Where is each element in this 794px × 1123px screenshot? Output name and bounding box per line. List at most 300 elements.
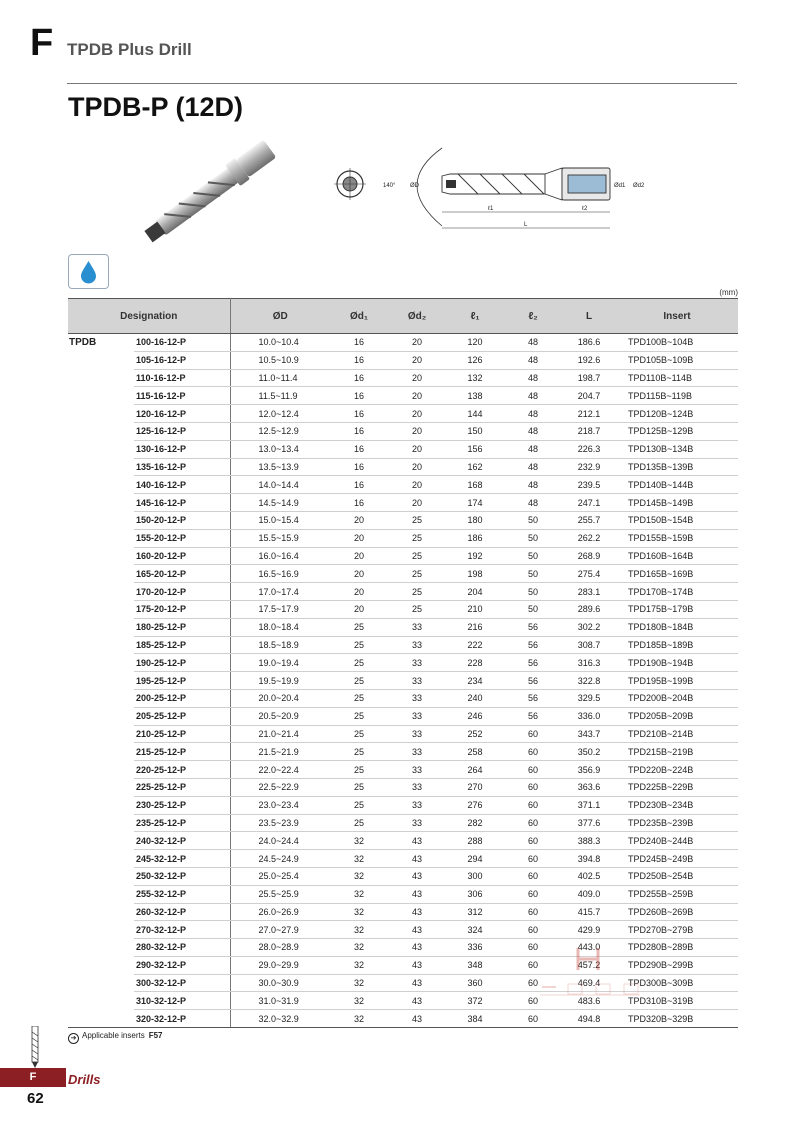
d2-cell: 43 (388, 974, 446, 992)
designation-cell: 320-32-12-P (134, 1010, 230, 1028)
d1-cell: 32 (330, 903, 388, 921)
diameter-cell: 10.5~10.9 (230, 351, 330, 369)
designation-cell: 155-20-12-P (134, 529, 230, 547)
d2-cell: 43 (388, 867, 446, 885)
table-row (68, 494, 738, 512)
d2-cell: 33 (388, 814, 446, 832)
insert-cell: TPD120B~124B (616, 405, 738, 423)
insert-cell: TPD135B~139B (616, 458, 738, 476)
insert-cell: TPD240B~244B (616, 832, 738, 850)
insert-cell: TPD150B~154B (616, 511, 738, 529)
d1-label: Ød1 (614, 183, 626, 189)
d1-cell: 32 (330, 867, 388, 885)
diameter-cell: 15.5~15.9 (230, 529, 330, 547)
l2-cell: 48 (504, 387, 562, 405)
length-cell: 247.1 (562, 494, 616, 512)
group-label (68, 387, 134, 405)
d2-cell: 25 (388, 565, 446, 583)
d2-cell: 33 (388, 707, 446, 725)
insert-cell: TPD230B~234B (616, 796, 738, 814)
group-label (68, 440, 134, 458)
table-row (68, 458, 738, 476)
d1-cell: 20 (330, 529, 388, 547)
d1-cell: 25 (330, 814, 388, 832)
insert-cell: TPD155B~159B (616, 529, 738, 547)
l1-cell: 288 (446, 832, 504, 850)
d2-cell: 33 (388, 618, 446, 636)
l1-cell: 234 (446, 672, 504, 690)
l1-cell: 210 (446, 600, 504, 618)
insert-cell: TPD185B~189B (616, 636, 738, 654)
section-letter: F (30, 22, 54, 64)
designation-cell: 110-16-12-P (134, 369, 230, 387)
l2-cell: 48 (504, 422, 562, 440)
designation-cell: 280-32-12-P (134, 939, 230, 957)
table-row (68, 405, 738, 423)
l1-cell: 126 (446, 351, 504, 369)
diameter-cell: 17.5~17.9 (230, 600, 330, 618)
diameter-cell: 19.0~19.4 (230, 654, 330, 672)
coolant-badge (68, 254, 109, 289)
designation-cell: 245-32-12-P (134, 850, 230, 868)
designation-cell: 135-16-12-P (134, 458, 230, 476)
d2-cell: 43 (388, 939, 446, 957)
table-row (68, 369, 738, 387)
d2-cell: 33 (388, 725, 446, 743)
designation-cell: 140-16-12-P (134, 476, 230, 494)
coolant-drop-icon (69, 255, 108, 288)
diameter-cell: 10.0~10.4 (230, 334, 330, 352)
group-label (68, 511, 134, 529)
col-length: L (562, 299, 616, 334)
length-cell: 302.2 (562, 618, 616, 636)
length-cell: 494.8 (562, 1010, 616, 1028)
end-view (334, 168, 366, 200)
length-cell: 329.5 (562, 689, 616, 707)
l2-cell: 50 (504, 565, 562, 583)
diameter-cell: 19.5~19.9 (230, 672, 330, 690)
d1-cell: 16 (330, 351, 388, 369)
footer-label: Drills (68, 1072, 101, 1087)
diameter-cell: 23.5~23.9 (230, 814, 330, 832)
l1-cell: 144 (446, 405, 504, 423)
col-d1: Ød₁ (330, 299, 388, 334)
l1-cell: 150 (446, 422, 504, 440)
l2-cell: 60 (504, 885, 562, 903)
point-angle-arc (417, 148, 442, 226)
group-label (68, 565, 134, 583)
diameter-cell: 13.0~13.4 (230, 440, 330, 458)
designation-cell: 115-16-12-P (134, 387, 230, 405)
d1-cell: 20 (330, 511, 388, 529)
l1-cell: 168 (446, 476, 504, 494)
insert-cell: TPD310B~319B (616, 992, 738, 1010)
l2-cell: 60 (504, 992, 562, 1010)
table-row (68, 422, 738, 440)
d1-cell: 20 (330, 547, 388, 565)
d2-cell: 33 (388, 636, 446, 654)
d2-cell: 25 (388, 583, 446, 601)
d1-cell: 32 (330, 885, 388, 903)
l2-cell: 60 (504, 903, 562, 921)
table-row (68, 672, 738, 690)
length-cell: 289.6 (562, 600, 616, 618)
group-label (68, 689, 134, 707)
insert-cell: TPD250B~254B (616, 867, 738, 885)
l1-cell: 246 (446, 707, 504, 725)
l2-cell: 60 (504, 814, 562, 832)
d1-cell: 25 (330, 761, 388, 779)
l2-cell: 48 (504, 440, 562, 458)
group-label (68, 832, 134, 850)
l2-cell: 60 (504, 921, 562, 939)
d2-cell: 43 (388, 832, 446, 850)
l1-cell: 270 (446, 778, 504, 796)
table-row (68, 707, 738, 725)
d2-cell: 20 (388, 387, 446, 405)
tab-divider (0, 1086, 66, 1087)
l2-cell: 60 (504, 1010, 562, 1028)
table-row (68, 796, 738, 814)
l2-cell: 50 (504, 600, 562, 618)
l2-cell: 60 (504, 956, 562, 974)
length-cell: 186.6 (562, 334, 616, 352)
d2-cell: 20 (388, 440, 446, 458)
designation-cell: 240-32-12-P (134, 832, 230, 850)
group-label (68, 547, 134, 565)
d1-cell: 32 (330, 832, 388, 850)
length-cell: 336.0 (562, 707, 616, 725)
diameter-cell: 22.5~22.9 (230, 778, 330, 796)
group-label (68, 885, 134, 903)
insert-cell: TPD200B~204B (616, 689, 738, 707)
group-label (68, 921, 134, 939)
watermark-logo (540, 940, 670, 1020)
col-diameter: ØD (230, 299, 330, 334)
diameter-cell: 26.0~26.9 (230, 903, 330, 921)
drill-dimension-diagram (330, 140, 660, 240)
l1-cell: 306 (446, 885, 504, 903)
table-row (68, 814, 738, 832)
group-label (68, 654, 134, 672)
table-row (68, 440, 738, 458)
table-header-row (68, 299, 738, 334)
d2-label: Ød2 (633, 183, 645, 189)
insert-cell: TPD140B~144B (616, 476, 738, 494)
diameter-cell: 14.5~14.9 (230, 494, 330, 512)
l2-cell: 48 (504, 369, 562, 387)
length-cell: 483.6 (562, 992, 616, 1010)
group-label (68, 778, 134, 796)
d1-cell: 16 (330, 369, 388, 387)
designation-cell: 290-32-12-P (134, 956, 230, 974)
length-cell: 429.9 (562, 921, 616, 939)
d1-cell: 32 (330, 992, 388, 1010)
insert-cell: TPD125B~129B (616, 422, 738, 440)
d2-cell: 25 (388, 529, 446, 547)
group-label (68, 1010, 134, 1028)
table-row (68, 921, 738, 939)
l2-cell: 56 (504, 707, 562, 725)
table-row (68, 565, 738, 583)
l1-cell: 372 (446, 992, 504, 1010)
l1-cell: 174 (446, 494, 504, 512)
designation-cell: 180-25-12-P (134, 618, 230, 636)
insert-cell: TPD290B~299B (616, 956, 738, 974)
l2-cell: 48 (504, 458, 562, 476)
table-row (68, 850, 738, 868)
table-row (68, 743, 738, 761)
insert-cell: TPD110B~114B (616, 369, 738, 387)
group-label (68, 600, 134, 618)
insert-cell: TPD220B~224B (616, 761, 738, 779)
l2-cell: 48 (504, 494, 562, 512)
insert-cell: TPD105B~109B (616, 351, 738, 369)
insert-cell: TPD195B~199B (616, 672, 738, 690)
l2-cell: 60 (504, 939, 562, 957)
group-label (68, 814, 134, 832)
d2-cell: 33 (388, 743, 446, 761)
d2-cell: 43 (388, 956, 446, 974)
l1-cell: 300 (446, 867, 504, 885)
d1-cell: 16 (330, 476, 388, 494)
group-label (68, 458, 134, 476)
footnote-ref[interactable]: F57 (148, 1031, 163, 1040)
table-row (68, 654, 738, 672)
diameter-cell: 20.5~20.9 (230, 707, 330, 725)
d1-cell: 16 (330, 440, 388, 458)
length-cell: 239.5 (562, 476, 616, 494)
length-cell: 283.1 (562, 583, 616, 601)
insert-cell: TPD165B~169B (616, 565, 738, 583)
d2-cell: 33 (388, 689, 446, 707)
d1-cell: 32 (330, 850, 388, 868)
d1-cell: 25 (330, 654, 388, 672)
d1-cell: 25 (330, 725, 388, 743)
col-designation: Designation (68, 299, 230, 334)
group-label (68, 476, 134, 494)
group-label (68, 529, 134, 547)
insert-tip (446, 180, 456, 188)
diameter-cell: 12.0~12.4 (230, 405, 330, 423)
arrow-circle-icon: ➔ (68, 1033, 79, 1044)
table-row (68, 387, 738, 405)
d2-cell: 33 (388, 654, 446, 672)
l1-cell: 348 (446, 956, 504, 974)
diameter-cell: 12.5~12.9 (230, 422, 330, 440)
d1-cell: 32 (330, 939, 388, 957)
group-label (68, 636, 134, 654)
table-row (68, 832, 738, 850)
insert-cell: TPD235B~239B (616, 814, 738, 832)
length-cell: 262.2 (562, 529, 616, 547)
length-cell: 371.1 (562, 796, 616, 814)
col-l2: ℓ₂ (504, 299, 562, 334)
group-label (68, 672, 134, 690)
d2-cell: 20 (388, 405, 446, 423)
l1-cell: 336 (446, 939, 504, 957)
table-row (68, 511, 738, 529)
length-cell: 363.6 (562, 778, 616, 796)
l2-cell: 48 (504, 476, 562, 494)
d1-cell: 16 (330, 334, 388, 352)
length-cell: 212.1 (562, 405, 616, 423)
diameter-cell: 30.0~30.9 (230, 974, 330, 992)
table-row (68, 903, 738, 921)
l1-cell: 162 (446, 458, 504, 476)
l2-cell: 48 (504, 334, 562, 352)
l2-cell: 60 (504, 832, 562, 850)
table-row (68, 547, 738, 565)
l2-cell: 48 (504, 351, 562, 369)
insert-cell: TPD115B~119B (616, 387, 738, 405)
angle-label: 140° (383, 183, 396, 189)
group-label (68, 583, 134, 601)
designation-cell: 250-32-12-P (134, 867, 230, 885)
insert-cell: TPD245B~249B (616, 850, 738, 868)
d2-cell: 20 (388, 476, 446, 494)
length-cell: 275.4 (562, 565, 616, 583)
designation-cell: 100-16-12-P (134, 334, 230, 352)
length-cell: 232.9 (562, 458, 616, 476)
insert-cell: TPD280B~289B (616, 939, 738, 957)
length-cell: 356.9 (562, 761, 616, 779)
designation-cell: 215-25-12-P (134, 743, 230, 761)
designation-cell: 255-32-12-P (134, 885, 230, 903)
l2-cell: 60 (504, 743, 562, 761)
diameter-cell: 21.0~21.4 (230, 725, 330, 743)
designation-cell: 130-16-12-P (134, 440, 230, 458)
d2-cell: 20 (388, 458, 446, 476)
l1-cell: 324 (446, 921, 504, 939)
length-cell: 409.0 (562, 885, 616, 903)
d-label: ØD (410, 183, 419, 189)
insert-cell: TPD170B~174B (616, 583, 738, 601)
l2-label: ℓ2 (582, 206, 588, 212)
d2-cell: 33 (388, 796, 446, 814)
length-cell: 268.9 (562, 547, 616, 565)
page-number: 62 (27, 1090, 44, 1107)
diameter-cell: 28.0~28.9 (230, 939, 330, 957)
l1-cell: 228 (446, 654, 504, 672)
l1-cell: 180 (446, 511, 504, 529)
insert-cell: TPD225B~229B (616, 778, 738, 796)
diameter-cell: 13.5~13.9 (230, 458, 330, 476)
insert-cell: TPD100B~104B (616, 334, 738, 352)
d2-cell: 43 (388, 850, 446, 868)
l1-cell: 282 (446, 814, 504, 832)
diameter-cell: 24.0~24.4 (230, 832, 330, 850)
product-title: TPDB-P (12D) (68, 92, 244, 122)
diameter-cell: 17.0~17.4 (230, 583, 330, 601)
group-label (68, 422, 134, 440)
insert-cell: TPD205B~209B (616, 707, 738, 725)
length-cell: 469.4 (562, 974, 616, 992)
designation-cell: 300-32-12-P (134, 974, 230, 992)
l1-cell: 198 (446, 565, 504, 583)
l1-cell: 294 (446, 850, 504, 868)
d1-cell: 25 (330, 743, 388, 761)
table-row (68, 618, 738, 636)
d2-cell: 20 (388, 334, 446, 352)
length-cell: 388.3 (562, 832, 616, 850)
length-cell: 255.7 (562, 511, 616, 529)
d1-cell: 32 (330, 1010, 388, 1028)
l1-cell: 204 (446, 583, 504, 601)
l2-cell: 60 (504, 850, 562, 868)
d1-cell: 25 (330, 796, 388, 814)
l1-cell: 276 (446, 796, 504, 814)
l2-cell: 60 (504, 796, 562, 814)
diameter-cell: 23.0~23.4 (230, 796, 330, 814)
d1-cell: 25 (330, 689, 388, 707)
section-tab: F (0, 1068, 66, 1086)
d1-cell: 32 (330, 921, 388, 939)
diameter-cell: 14.0~14.4 (230, 476, 330, 494)
diameter-cell: 22.0~22.4 (230, 761, 330, 779)
length-cell: 204.7 (562, 387, 616, 405)
l2-cell: 50 (504, 583, 562, 601)
designation-cell: 260-32-12-P (134, 903, 230, 921)
insert-cell: TPD180B~184B (616, 618, 738, 636)
d1-cell: 20 (330, 565, 388, 583)
table-row (68, 600, 738, 618)
footnote-text: Applicable inserts (82, 1031, 145, 1040)
diameter-cell: 18.0~18.4 (230, 618, 330, 636)
d1-cell: 25 (330, 707, 388, 725)
designation-cell: 195-25-12-P (134, 672, 230, 690)
diameter-cell: 32.0~32.9 (230, 1010, 330, 1028)
length-cell: 402.5 (562, 867, 616, 885)
diameter-cell: 31.0~31.9 (230, 992, 330, 1010)
l2-cell: 50 (504, 547, 562, 565)
designation-cell: 145-16-12-P (134, 494, 230, 512)
footnote (68, 1031, 163, 1044)
diameter-cell: 29.0~29.9 (230, 956, 330, 974)
diameter-cell: 25.0~25.4 (230, 867, 330, 885)
d1-cell: 16 (330, 458, 388, 476)
l1-cell: 258 (446, 743, 504, 761)
col-insert: Insert (616, 299, 738, 334)
diameter-cell: 16.5~16.9 (230, 565, 330, 583)
designation-cell: 270-32-12-P (134, 921, 230, 939)
l2-cell: 56 (504, 618, 562, 636)
designation-cell: 185-25-12-P (134, 636, 230, 654)
d2-cell: 43 (388, 1010, 446, 1028)
l2-cell: 56 (504, 672, 562, 690)
drill-icon (31, 1026, 39, 1068)
designation-cell: 200-25-12-P (134, 689, 230, 707)
d2-cell: 33 (388, 761, 446, 779)
col-d2: Ød₂ (388, 299, 446, 334)
d1-cell: 16 (330, 405, 388, 423)
l2-cell: 60 (504, 778, 562, 796)
group-label (68, 405, 134, 423)
d2-cell: 20 (388, 494, 446, 512)
d1-cell: 20 (330, 600, 388, 618)
l1-cell: 384 (446, 1010, 504, 1028)
l1-cell: 186 (446, 529, 504, 547)
l1-cell: 264 (446, 761, 504, 779)
length-cell: 457.2 (562, 956, 616, 974)
insert-cell: TPD260B~269B (616, 903, 738, 921)
insert-cell: TPD255B~259B (616, 885, 738, 903)
length-cell: 443.0 (562, 939, 616, 957)
d2-cell: 25 (388, 600, 446, 618)
diameter-cell: 11.5~11.9 (230, 387, 330, 405)
l1-cell: 252 (446, 725, 504, 743)
l1-cell: 216 (446, 618, 504, 636)
